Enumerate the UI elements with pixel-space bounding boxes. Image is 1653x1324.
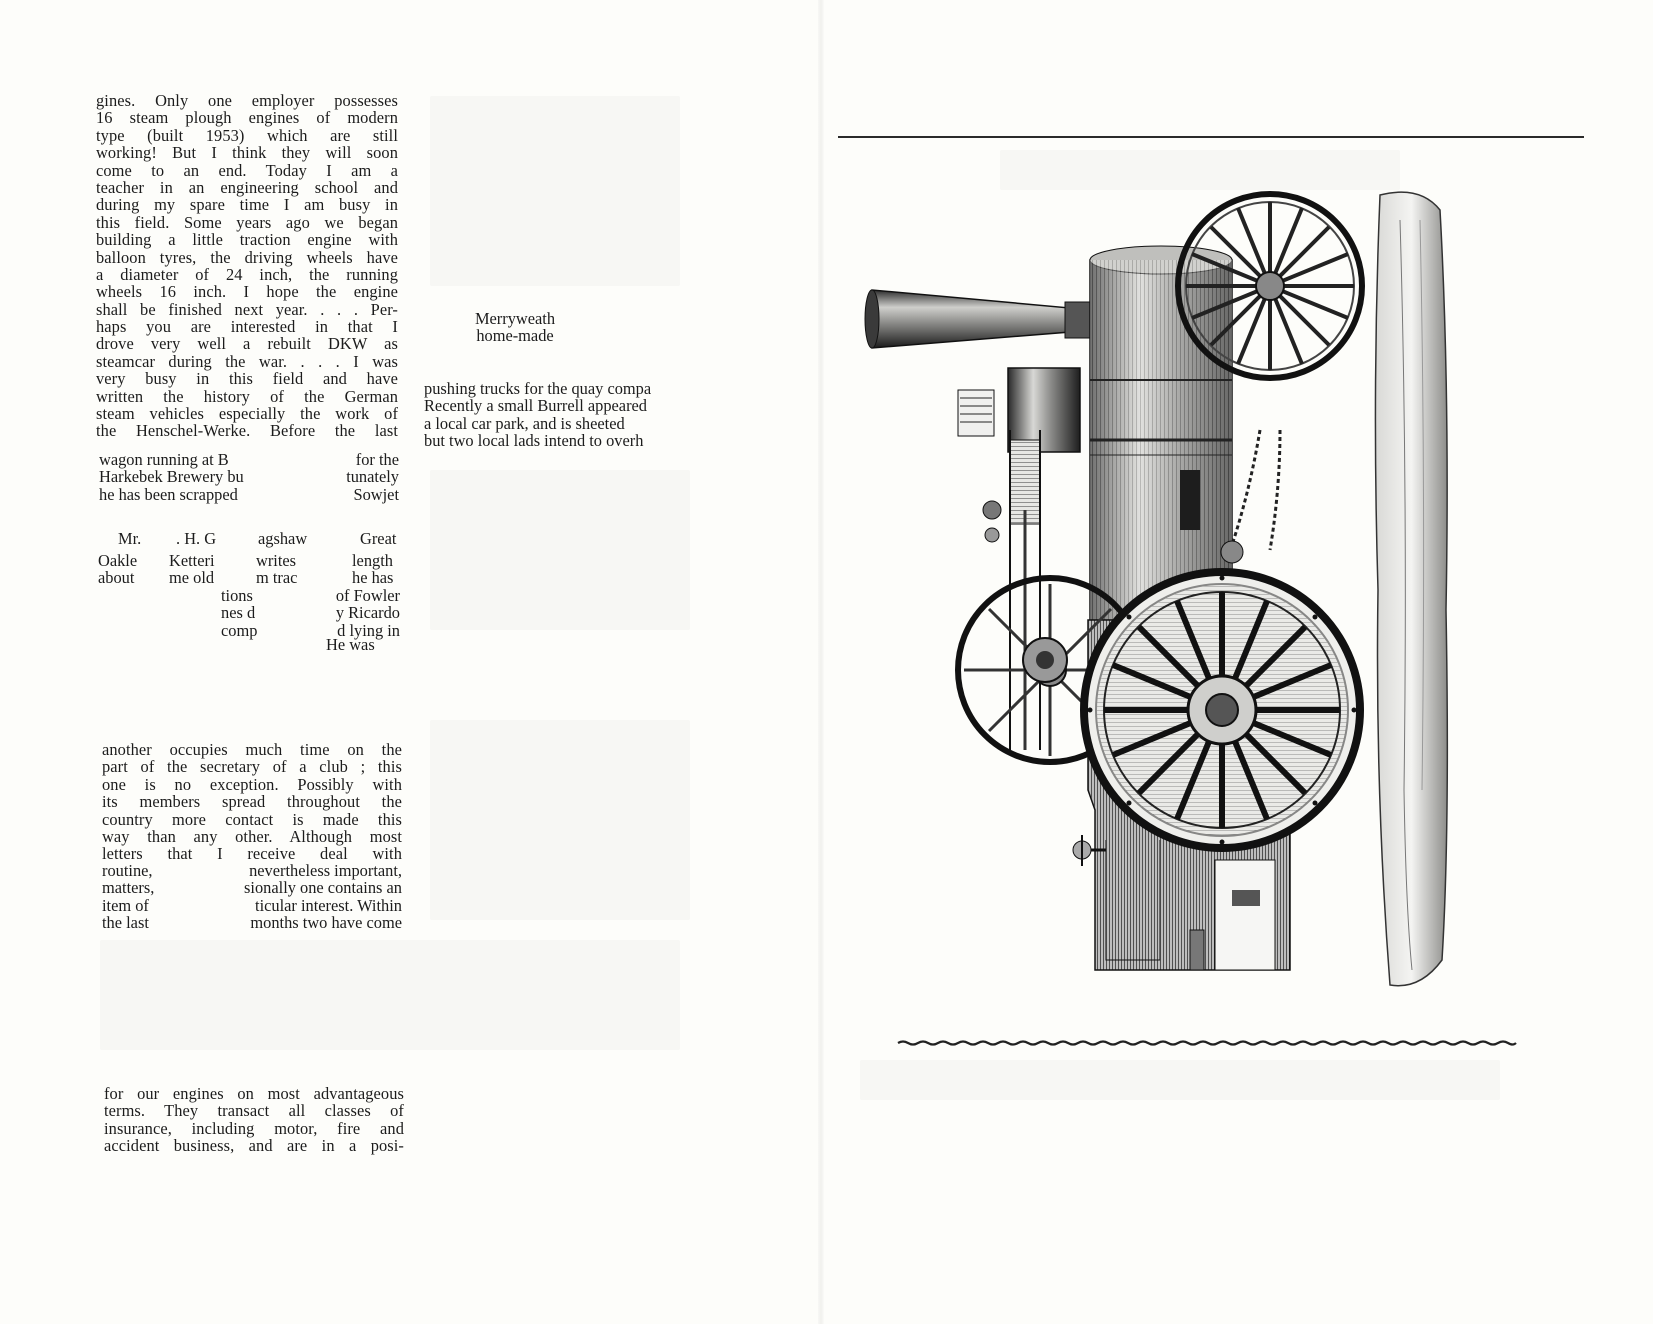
text-fragment: for the	[355, 450, 399, 469]
text-line: another occupies much time on the	[102, 740, 402, 759]
text-line: 16 steam plough engines of modern	[96, 108, 398, 128]
page-fold	[818, 0, 824, 1324]
text-line: the Henschel-Werke. Before the last	[96, 421, 398, 441]
text-line: its members spread throughout the	[102, 792, 402, 812]
text-fragment: Sowjet	[353, 484, 399, 504]
top-rule	[838, 136, 1584, 138]
cut-fragment: He was	[326, 635, 375, 654]
text-line: letters that I receive deal with	[102, 844, 402, 864]
show-through-block	[860, 1060, 1500, 1100]
photo-caption	[462, 310, 568, 345]
text-line: insurance, including motor, fire and	[104, 1118, 404, 1138]
traction-engine-illustration	[860, 190, 1500, 1030]
caption-line: home-made	[476, 326, 554, 346]
text-line: during my spare time I am busy in	[96, 195, 398, 215]
text-line: type (built 1953) which are still	[96, 125, 398, 145]
cut-fragment: Mr.	[118, 529, 142, 548]
text-line: building a little traction engine with	[96, 230, 398, 250]
text-line: accident business, and are in a posi-	[104, 1136, 404, 1156]
text-fragment: d lying in	[337, 620, 400, 640]
text-fragment: wagon running at B	[99, 450, 229, 469]
text-line: pushing trucks for the quay compa	[424, 379, 652, 398]
show-through-block	[430, 720, 690, 920]
bottom-rule	[898, 1040, 1516, 1046]
text-line: very busy in this field and have	[96, 369, 398, 389]
text-line: way than any other. Although most	[102, 826, 402, 846]
caption-line: Merryweath	[474, 309, 556, 328]
text-fragment: item of	[102, 895, 149, 915]
text-line: country more contact is made this	[102, 809, 402, 829]
text-fragment: Oakle	[98, 551, 138, 570]
text-line: for our engines on most advantageous	[104, 1084, 404, 1103]
cut-fragment: agshaw	[258, 529, 308, 548]
cut-fragment: Great	[360, 529, 397, 548]
text-block-1	[96, 92, 398, 440]
text-fragment: comp	[221, 620, 258, 640]
text-fragment: nevertheless important,	[249, 861, 402, 880]
text-fragment: Harkebek Brewery bu	[99, 467, 244, 487]
text-fragment: tions	[221, 586, 253, 605]
text-line: but two local lads intend to overh	[424, 431, 644, 451]
text-line: a local car park, and is sheeted	[424, 413, 625, 433]
text-line: drove very well a rebuilt DKW as	[96, 334, 398, 354]
text-line: one is no exception. Possibly with	[102, 774, 402, 794]
cut-text-line-bottom	[98, 635, 402, 654]
show-through-block	[430, 470, 690, 630]
text-line: a diameter of 24 inch, the running	[96, 264, 398, 284]
text-line: teacher in an engineering school and	[96, 177, 398, 197]
text-fragment: Ketteri	[169, 551, 215, 570]
text-line: terms. They transact all classes of	[104, 1101, 404, 1121]
text-fragment: months two have come	[250, 913, 402, 933]
text-line: this field. Some years ago we began	[96, 212, 398, 232]
text-fragment: he has	[352, 568, 394, 588]
text-fragment: length	[352, 551, 393, 570]
text-line: written the history of the German	[96, 386, 398, 406]
text-fragment: about	[98, 568, 135, 588]
text-line: gines. Only one employer possesses	[96, 91, 398, 110]
text-line: steamcar during the war. . . . I was	[96, 351, 398, 371]
text-block-5	[104, 1085, 404, 1155]
text-fragment: the last	[102, 913, 149, 933]
text-fragment: of Fowler	[335, 586, 400, 605]
text-line: steam vehicles especially the work of	[96, 404, 398, 424]
text-line: come to an end. Today I am a	[96, 160, 398, 180]
text-fragment: he has been scrapped	[99, 484, 238, 504]
text-fragment: tunately	[346, 467, 399, 487]
text-block-4	[102, 741, 402, 863]
text-fragment: routine,	[102, 861, 153, 880]
text-fragment: ticular interest. Within	[255, 895, 402, 915]
driving-wheel	[1084, 572, 1360, 848]
text-line: balloon tyres, the driving wheels have	[96, 247, 398, 267]
text-line: shall be finished next year. . . . Per-	[96, 299, 398, 319]
show-through-block	[430, 96, 680, 286]
small-wheel	[1178, 194, 1362, 378]
show-through-block	[100, 940, 680, 1050]
cut-text-line	[98, 529, 402, 548]
text-fragment: writes	[256, 551, 297, 570]
text-fragment: y Ricardo	[335, 603, 400, 623]
text-line: wheels 16 inch. I hope the engine	[96, 282, 398, 302]
text-line: part of the secretary of a club ; this	[102, 757, 402, 777]
text-line: Recently a small Burrell appeared	[424, 396, 648, 416]
text-line: haps you are interested in that I	[96, 317, 398, 337]
text-fragment: m trac	[256, 568, 298, 588]
text-line: working! But I think they will soon	[96, 143, 398, 163]
text-fragment: matters,	[102, 878, 155, 898]
cut-fragment: . H. G	[176, 529, 217, 548]
text-fragment: me old	[169, 568, 215, 588]
show-through-block	[1000, 150, 1400, 190]
text-fragment: nes d	[221, 603, 256, 623]
text-fragment: sionally one contains an	[244, 878, 402, 898]
